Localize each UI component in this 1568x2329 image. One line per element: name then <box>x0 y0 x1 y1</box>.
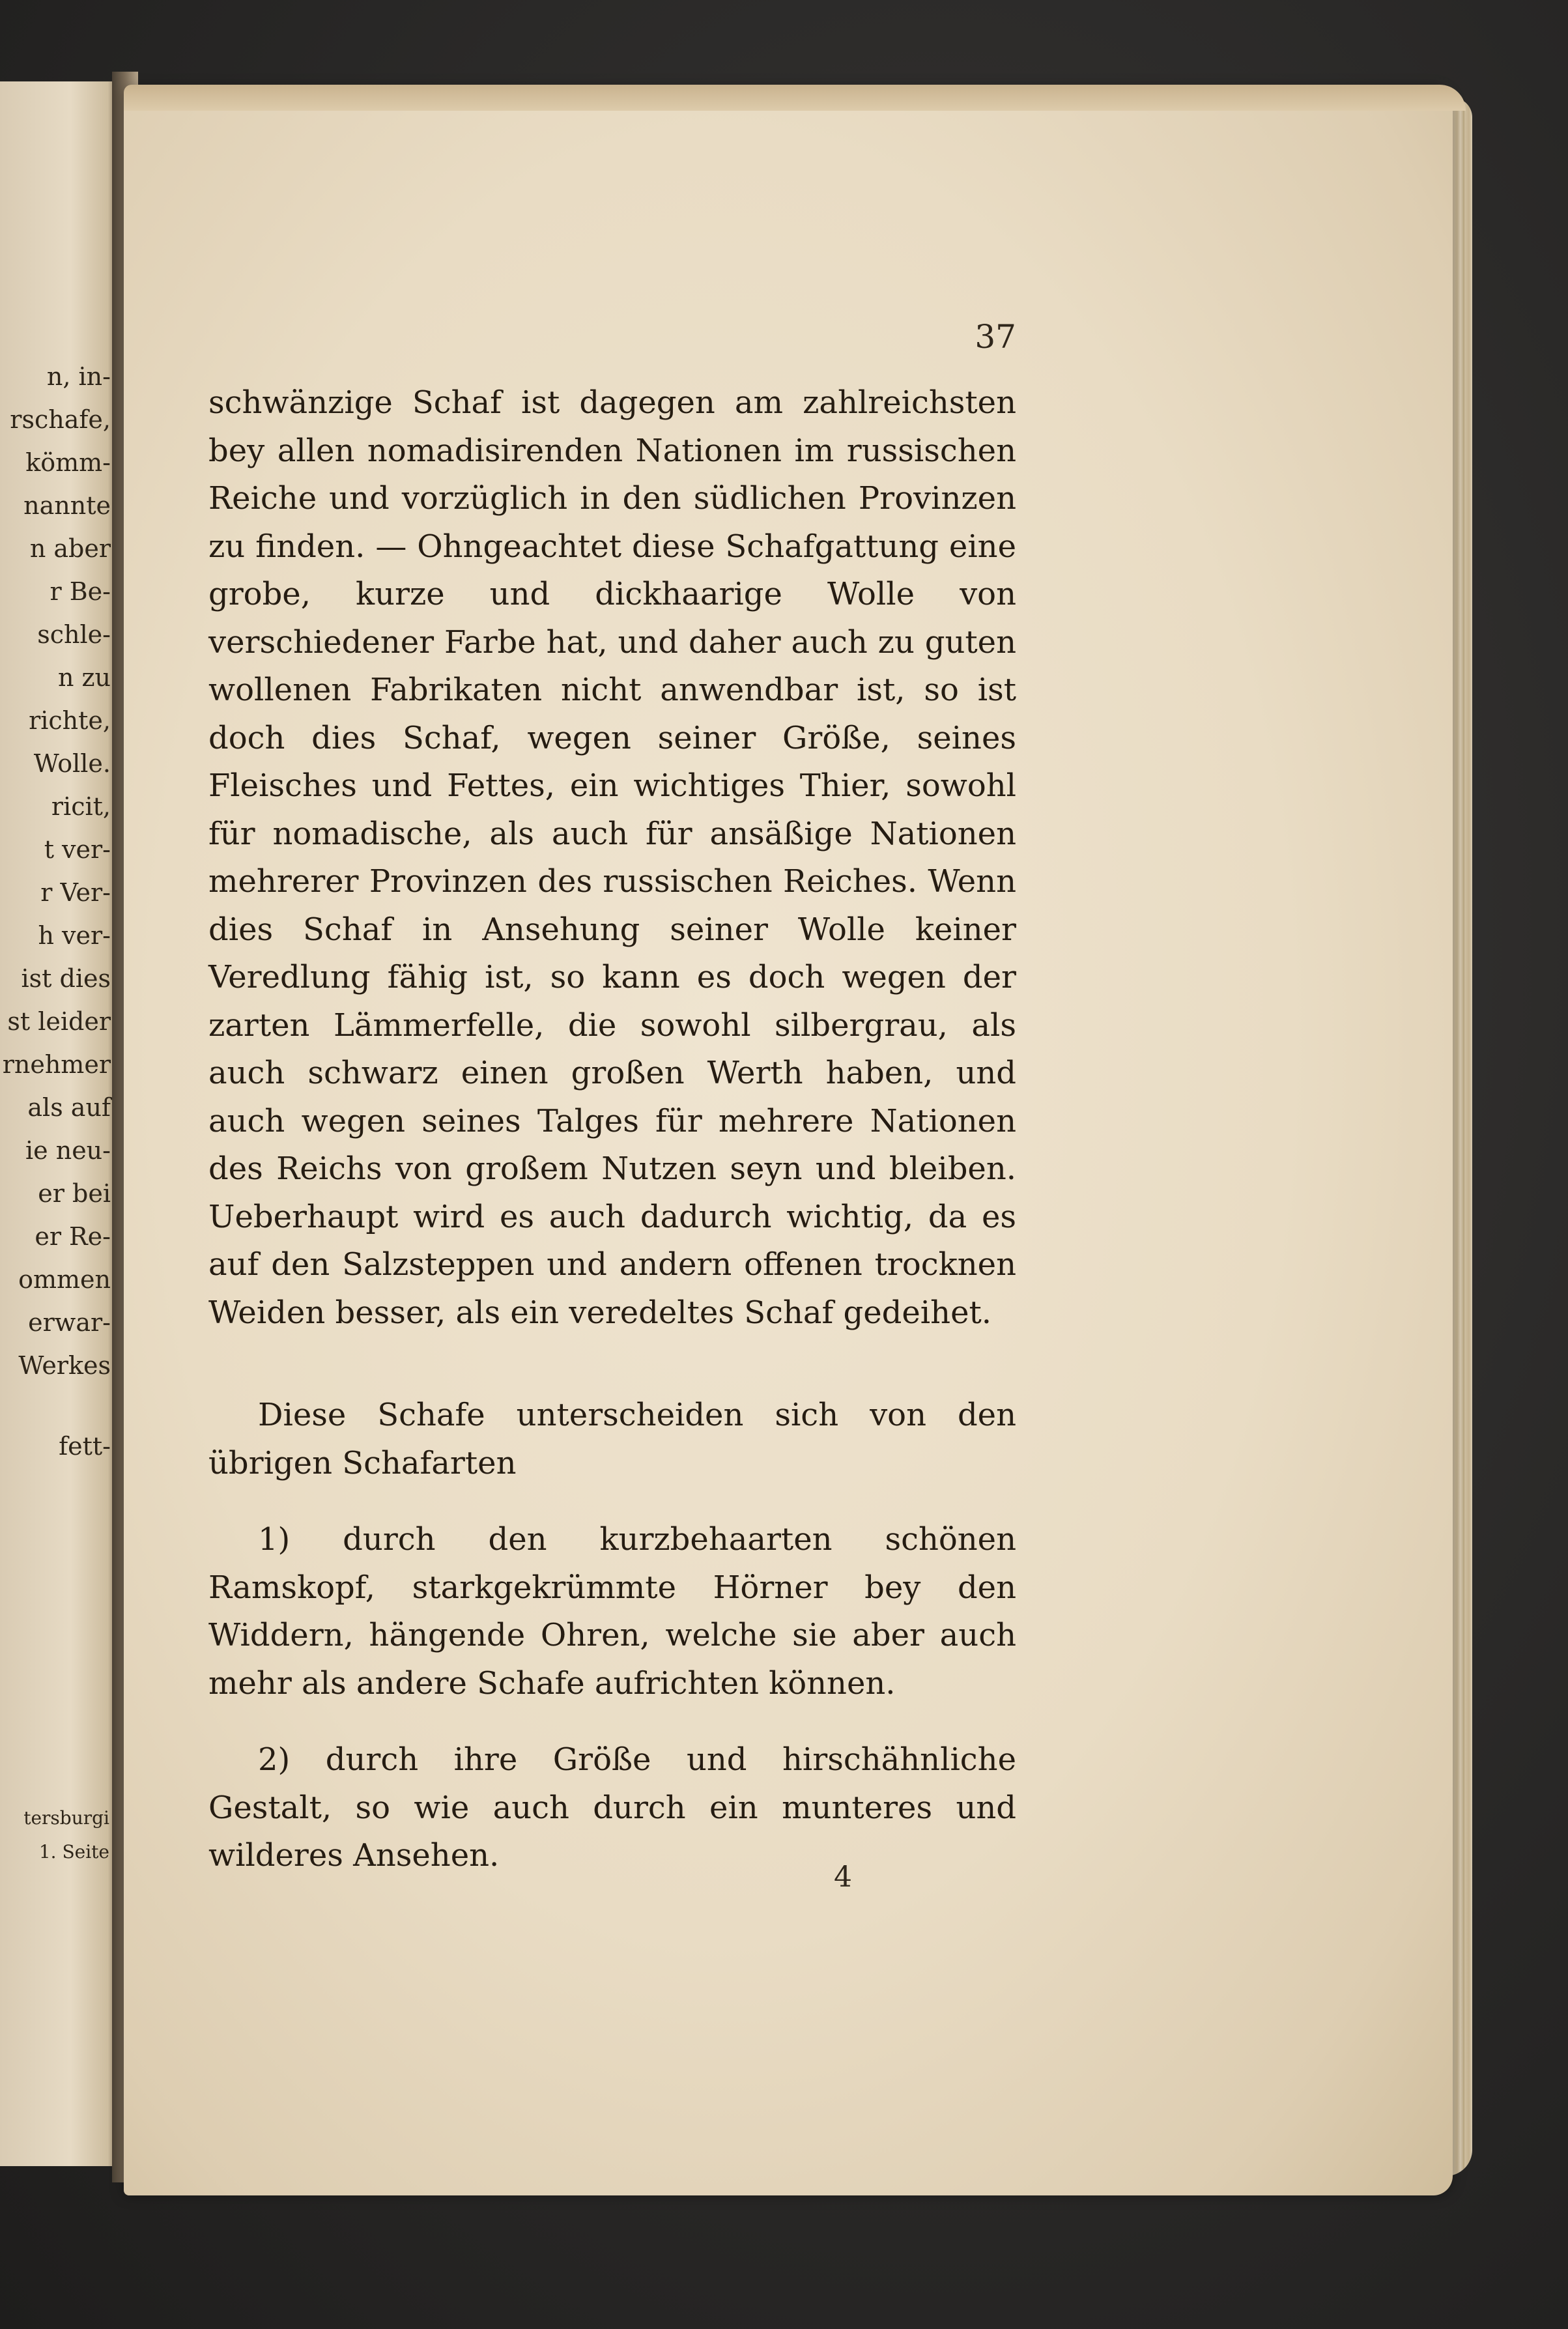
left-text-fragment: richte, <box>29 706 111 735</box>
page-number: 37 <box>975 318 1016 356</box>
left-text-fragment: ist dies <box>21 964 111 993</box>
left-text-fragment: als auf <box>27 1093 111 1122</box>
left-text-fragment: kömm- <box>25 448 111 477</box>
left-page-footnote-fragments <box>0 1801 109 1869</box>
left-text-fragment: n zu <box>57 663 111 692</box>
left-text-fragment: rnehmer <box>2 1050 111 1079</box>
left-text-fragment: rschafe, <box>10 405 111 434</box>
left-page-edge <box>0 81 117 2166</box>
left-text-fragment: h ver- <box>38 921 111 950</box>
page-body <box>208 379 1016 1880</box>
left-text-fragment: er bei <box>38 1179 111 1208</box>
left-text-fragment: Werkes <box>18 1351 111 1380</box>
left-text-fragment: erwar- <box>28 1308 111 1337</box>
left-text-fragment: st leider <box>7 1007 111 1036</box>
left-text-fragment: t ver- <box>44 835 111 864</box>
left-text-fragment: Wolle. <box>33 749 111 778</box>
left-text-fragment: er Re- <box>35 1222 111 1251</box>
left-text-fragment: fett- <box>59 1432 111 1461</box>
list-item: 2) durch ihre Größe und hirschähnliche Gestalt, so wie auch durch ein munteres und wilderes Ansehen. <box>208 1741 1016 1874</box>
paragraph: Diese Schafe unterscheiden sich von den übrigen Schafarten <box>208 1397 1016 1481</box>
left-footnote-fragment: 1. Seite <box>38 1841 109 1863</box>
paragraph: schwänzige Schaf ist dagegen am zahlreichsten bey allen nomadisirenden Nationen im russischen Reiche und vorzüglich in den südlichen Provinzen zu finden. — Ohngeachtet diese Schafgattung eine grobe, kurze und dickhaarige Wolle von verschiedener Farbe hat, und daher auch zu guten wollenen Fabrikaten nicht anwendbar ist, so ist doch dies Schaf, wegen seiner Größe, seines Fleisches und Fettes, ein wichtiges Thier, sowohl für nomadische, als auch für ansäßige Nationen mehrerer Provinzen des russischen Reiches. Wenn dies Schaf in Ansehung seiner Wolle keiner Veredlung fähig ist, so kann es doch wegen der zarten Lämmerfelle, die sowohl silbergrau, als auch schwarz einen großen Werth haben, und auch wegen seines Talges für mehrere Nationen des Reichs von großem Nutzen seyn und bleiben. Ueberhaupt wird es auch dadurch wichtig, da es auf den Salzsteppen und andern offenen trocknen Weiden besser, als ein veredeltes Schaf gedeihet. <box>208 384 1016 1331</box>
left-page-text-fragments <box>0 355 111 1468</box>
left-text-fragment: schle- <box>37 620 111 649</box>
left-text-fragment: ricit, <box>51 792 111 821</box>
left-text-fragment: r Ver- <box>40 878 111 907</box>
list-item: 1) durch den kurzbehaarten schönen Ramskopf, starkgekrümmte Hörner bey den Widdern, hängende Ohren, welche sie aber auch mehr als andere Schafe aufrichten können. <box>208 1521 1016 1702</box>
left-text-fragment: nannte <box>23 491 111 520</box>
signature-mark: 4 <box>834 1861 852 1894</box>
left-footnote-fragment: tersburgi <box>23 1807 109 1829</box>
left-text-fragment: ommen <box>18 1265 111 1294</box>
left-text-fragment: n, in- <box>46 362 111 391</box>
left-text-fragment: n aber <box>29 534 111 563</box>
page-top-edge <box>124 85 1466 111</box>
left-text-fragment: r Be- <box>50 577 111 606</box>
left-text-fragment: ie neu- <box>25 1136 111 1165</box>
